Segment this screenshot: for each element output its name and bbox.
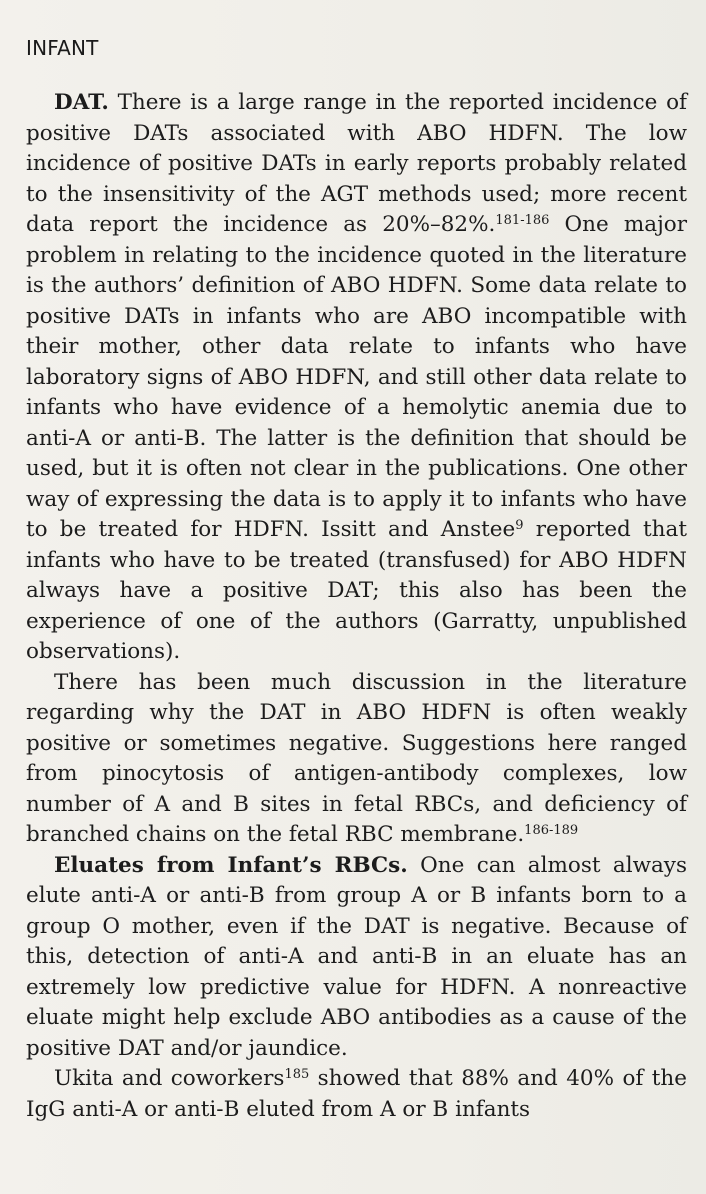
paragraph — [26, 1064, 687, 1125]
section-heading: INFANT — [26, 36, 99, 60]
citation-reference: 9 — [515, 518, 524, 533]
run-in-heading: Eluates from Infant’s RBCs. — [54, 852, 408, 878]
body-text — [26, 88, 687, 1125]
paragraph-text: There is a large range in the reported incidence of positive DATs associated with ABO HDFN. The low incidence of positive DATs in early reports probably related to the insensitivity of the AGT methods used; more recent data report the incidence as 20%–82%. — [26, 90, 687, 237]
paragraph — [26, 851, 687, 1065]
bleed-through-text — [28, 0, 696, 40]
citation-reference: 185 — [284, 1067, 310, 1082]
citation-reference: 181-186 — [495, 213, 550, 228]
citation-reference: 186-189 — [524, 823, 579, 838]
paragraph — [26, 88, 687, 668]
paragraph-text: showed that 88% and 40% of the IgG anti-A or anti-B eluted from A or B infants — [26, 1066, 687, 1122]
paragraph-text: Ukita and coworkers — [54, 1066, 285, 1091]
paragraph — [26, 668, 687, 851]
run-in-heading: DAT. — [54, 90, 109, 115]
paragraph-text: One can almost always elute anti-A or anti-B from group A or B infants born to a group O mother, even if the DAT is negative. Because of this, detection of anti-A and anti-B in an eluate has an extremely low predictive value for HDFN. A nonreactive eluate might help exclude ABO antibodies as a cause of the positive DAT and/or jaundice. — [26, 852, 687, 1061]
paragraph-text: reported that infants who have to be treated (transfused) for ABO HDFN always have a positive DAT; this also has been the experience of one of the authors (Garratty, unpublished observations). — [26, 517, 687, 664]
paragraph-text: One major problem in relating to the incidence quoted in the literature is the authors’ definition of ABO HDFN. Some data relate to positive DATs in infants who are ABO incompatible with their mother, other data relate to infants who have laboratory signs of ABO HDFN, and still other data relate to infants who have evidence of a hemolytic anemia due to anti-A or anti-B. The latter is the definition that should be used, but it is often not clear in the publications. One other way of expressing the data is to apply it to infants who have to be treated for HDFN. Issitt and Anstee — [26, 212, 687, 542]
paragraph-text: There has been much discussion in the literature regarding why the DAT in ABO HDFN is often weakly positive or sometimes negative. Suggestions here ranged from pinocytosis of antigen-antibody complexes, low number of A and B sites in fetal RBCs, and deficiency of branched chains on the fetal RBC membrane. — [26, 669, 687, 847]
